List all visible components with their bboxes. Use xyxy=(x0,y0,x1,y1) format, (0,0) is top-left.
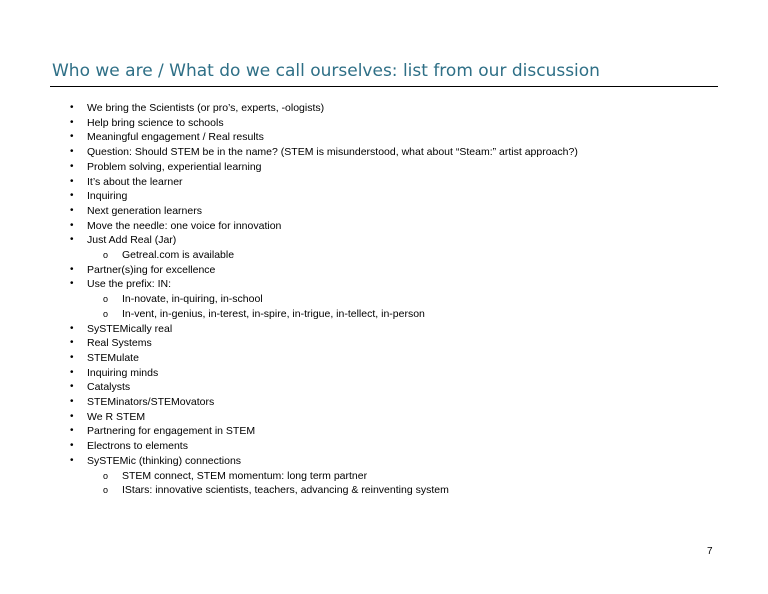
list-item xyxy=(70,351,578,366)
list-item-text: SySTEMic (thinking) connections xyxy=(87,454,242,467)
bullet-marker: • xyxy=(70,410,74,422)
bullet-marker: • xyxy=(70,351,74,363)
list-item xyxy=(70,204,578,219)
list-item xyxy=(70,233,578,248)
list-item-text: Partner(s)ing for excellence xyxy=(87,263,216,276)
sub-list-item-text: IStars: innovative scientists, teachers, advancing & reinventing system xyxy=(122,484,449,497)
list-item-text: Partnering for engagement in STEM xyxy=(87,425,256,438)
list-item xyxy=(70,189,578,204)
bullet-marker: • xyxy=(70,102,74,113)
list-item xyxy=(70,322,578,337)
list-item-text: Real Systems xyxy=(87,337,152,350)
list-item-text: Problem solving, experiential learning xyxy=(87,160,262,173)
list-item xyxy=(70,424,578,439)
list-item xyxy=(70,145,578,160)
list-item-text: Next generation learners xyxy=(87,204,202,217)
list-item xyxy=(70,116,578,131)
bullet-marker: • xyxy=(70,219,74,231)
bullet-marker: • xyxy=(70,440,74,452)
title-divider xyxy=(50,86,718,87)
bullet-marker: • xyxy=(70,337,74,349)
bullet-marker: • xyxy=(70,322,74,334)
bullet-marker: • xyxy=(70,175,74,187)
sub-list-item xyxy=(70,292,578,307)
list-item-text: We R STEM xyxy=(87,410,146,423)
sub-list-item-text: Getreal.com is available xyxy=(122,249,235,262)
bullet-marker: • xyxy=(70,454,74,466)
list-item xyxy=(70,439,578,454)
list-item xyxy=(70,366,578,381)
bullet-marker: • xyxy=(70,234,74,246)
list-item xyxy=(70,277,578,292)
list-item xyxy=(70,101,578,116)
sub-list-item xyxy=(70,248,578,263)
bullet-marker: • xyxy=(70,131,74,143)
list-item xyxy=(70,395,578,410)
sub-bullet-marker: o xyxy=(103,470,109,481)
sub-bullet-marker: o xyxy=(103,308,109,319)
sub-list-item-text: STEM connect, STEM momentum: long term partner xyxy=(122,469,368,482)
sub-bullet-marker: o xyxy=(103,294,109,305)
list-item-text: Electrons to elements xyxy=(87,440,188,453)
list-item xyxy=(70,160,578,175)
list-item-text: Catalysts xyxy=(87,381,131,394)
bullet-marker: • xyxy=(70,381,74,393)
bullet-marker: • xyxy=(70,146,74,158)
sub-bullet-marker: o xyxy=(103,250,109,261)
list-item xyxy=(70,175,578,190)
list-item-text: STEMulate xyxy=(87,351,139,364)
list-item-text: Inquiring xyxy=(87,190,128,203)
list-item-text: Inquiring minds xyxy=(87,366,159,379)
sub-list-item-text: In-vent, in-genius, in-terest, in-spire, in-trigue, in-tellect, in-person xyxy=(122,307,425,320)
list-item xyxy=(70,454,578,469)
list-item xyxy=(70,380,578,395)
list-item-text: It’s about the learner xyxy=(87,175,183,188)
list-item-text: Move the needle: one voice for innovation xyxy=(87,219,282,232)
page-number: 7 xyxy=(707,546,713,557)
bullet-marker: • xyxy=(70,204,74,216)
bullet-marker: • xyxy=(70,116,74,128)
sub-list-item xyxy=(70,307,578,322)
list-item-text: Just Add Real (Jar) xyxy=(87,234,177,247)
list-item-text: Help bring science to schools xyxy=(87,116,224,129)
list-item-text: SySTEMically real xyxy=(87,322,173,335)
list-item xyxy=(70,130,578,145)
list-item xyxy=(70,336,578,351)
bullet-marker: • xyxy=(70,160,74,172)
sub-bullet-marker: o xyxy=(103,485,109,496)
list-item-text: We bring the Scientists (or pro’s, experts, -ologists) xyxy=(87,102,325,114)
bullet-marker: • xyxy=(70,278,74,290)
list-item-text: Use the prefix: IN: xyxy=(87,278,172,291)
list-item xyxy=(70,219,578,234)
sub-list-item-text: In-novate, in-quiring, in-school xyxy=(122,293,263,306)
page-title: Who we are / What do we call ourselves: list from our discussion xyxy=(52,61,600,81)
list-item-text: Meaningful engagement / Real results xyxy=(87,131,264,144)
bullet-marker: • xyxy=(70,366,74,378)
discussion-list xyxy=(70,101,578,498)
bullet-marker: • xyxy=(70,396,74,408)
list-item xyxy=(70,410,578,425)
list-item xyxy=(70,263,578,278)
list-item-text: Question: Should STEM be in the name? (STEM is misunderstood, what about “Steam:” artist approach?) xyxy=(87,146,578,159)
sub-list-item xyxy=(70,469,578,484)
bullet-marker: • xyxy=(70,190,74,202)
bullet-marker: • xyxy=(70,425,74,437)
bullet-marker: • xyxy=(70,263,74,275)
sub-list-item xyxy=(70,483,578,498)
list-item-text: STEMinators/STEMovators xyxy=(87,396,215,409)
